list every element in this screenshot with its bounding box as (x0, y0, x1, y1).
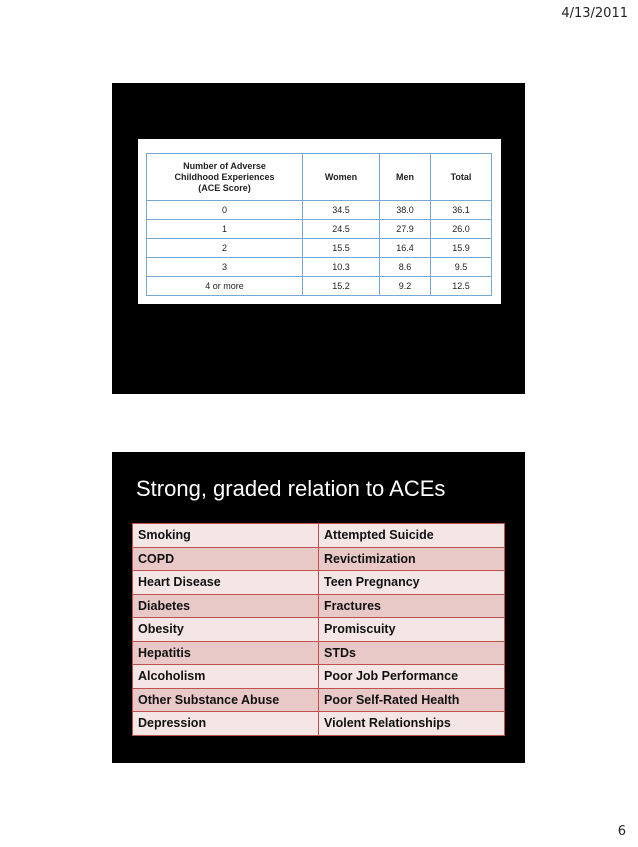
cell-ace-score: 1 (147, 220, 303, 239)
header-line: (ACE Score) (198, 182, 251, 193)
table-row (133, 524, 505, 548)
ace-score-table (146, 153, 492, 296)
cell-ace-score: 0 (147, 201, 303, 220)
cell-outcome: Hepatitis (133, 641, 319, 665)
outcomes-table (132, 523, 505, 736)
table-row (133, 641, 505, 665)
cell-total: 9.5 (431, 258, 492, 277)
table-row (147, 220, 492, 239)
cell-men: 8.6 (380, 258, 431, 277)
table-row (147, 277, 492, 296)
table-row (133, 571, 505, 595)
cell-total: 26.0 (431, 220, 492, 239)
table-row (147, 258, 492, 277)
cell-women: 15.2 (303, 277, 380, 296)
cell-ace-score: 4 or more (147, 277, 303, 296)
header-line: Childhood Experiences (174, 171, 275, 182)
cell-outcome: Alcoholism (133, 665, 319, 689)
cell-total: 15.9 (431, 239, 492, 258)
table-row (147, 239, 492, 258)
cell-outcome: Violent Relationships (319, 712, 505, 736)
cell-outcome: Smoking (133, 524, 319, 548)
slide-graded-relation (112, 452, 525, 763)
table-row (133, 665, 505, 689)
cell-outcome: Promiscuity (319, 618, 505, 642)
cell-total: 12.5 (431, 277, 492, 296)
table-row (133, 712, 505, 736)
header-women: Women (303, 154, 380, 201)
cell-outcome: Revictimization (319, 547, 505, 571)
cell-women: 10.3 (303, 258, 380, 277)
cell-outcome: Depression (133, 712, 319, 736)
table-row (133, 688, 505, 712)
header-ace-score (147, 154, 303, 201)
cell-ace-score: 3 (147, 258, 303, 277)
cell-ace-score: 2 (147, 239, 303, 258)
table-row (133, 618, 505, 642)
header-men: Men (380, 154, 431, 201)
cell-outcome: Poor Self-Rated Health (319, 688, 505, 712)
ace-table-image (138, 139, 501, 304)
cell-outcome: Diabetes (133, 594, 319, 618)
table-header-row (147, 154, 492, 201)
cell-men: 16.4 (380, 239, 431, 258)
cell-total: 36.1 (431, 201, 492, 220)
cell-women: 15.5 (303, 239, 380, 258)
slide-ace-score-table (112, 83, 525, 394)
cell-men: 38.0 (380, 201, 431, 220)
cell-outcome: Obesity (133, 618, 319, 642)
cell-women: 24.5 (303, 220, 380, 239)
page-date: 4/13/2011 (561, 6, 628, 21)
table-row (133, 594, 505, 618)
page-number: 6 (617, 824, 626, 839)
table-row (133, 547, 505, 571)
cell-outcome: Heart Disease (133, 571, 319, 595)
cell-outcome: Poor Job Performance (319, 665, 505, 689)
slide-title: Strong, graded relation to ACEs (136, 476, 446, 501)
cell-outcome: Fractures (319, 594, 505, 618)
cell-outcome: COPD (133, 547, 319, 571)
cell-outcome: Attempted Suicide (319, 524, 505, 548)
cell-outcome: Teen Pregnancy (319, 571, 505, 595)
cell-outcome: STDs (319, 641, 505, 665)
table-row (147, 201, 492, 220)
cell-men: 9.2 (380, 277, 431, 296)
header-total: Total (431, 154, 492, 201)
header-line: Number of Adverse (183, 160, 266, 171)
cell-women: 34.5 (303, 201, 380, 220)
cell-outcome: Other Substance Abuse (133, 688, 319, 712)
cell-men: 27.9 (380, 220, 431, 239)
